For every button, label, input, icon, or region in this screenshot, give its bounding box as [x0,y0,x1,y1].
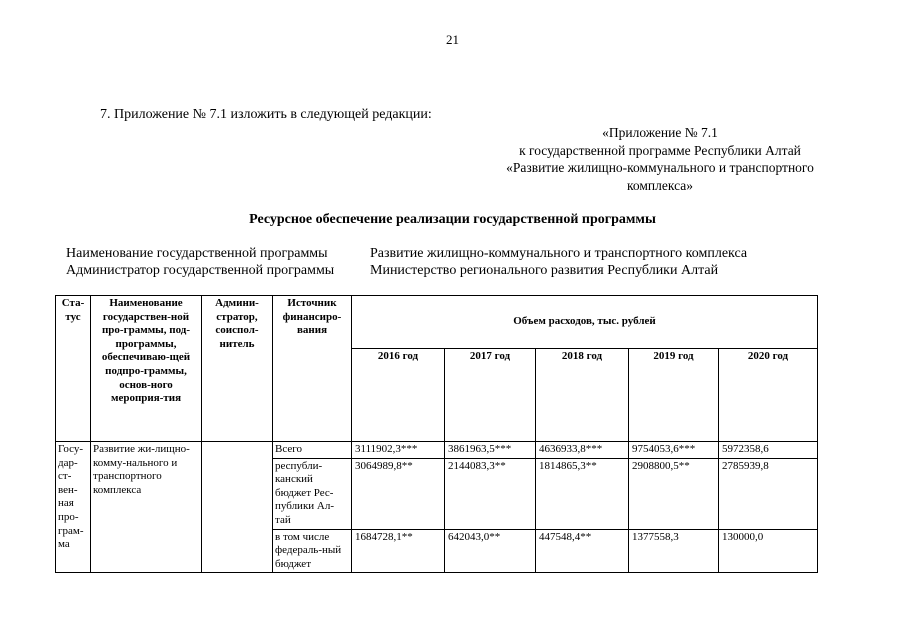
header-year: 2017 год [445,349,536,442]
header-year: 2016 год [352,349,445,442]
source-cell: в том числе федераль-ный бюджет [273,529,352,573]
program-admin-value: Министерство регионального развития Республики Алтай [370,263,719,278]
value-cell: 1377558,3 [629,529,719,573]
appendix-line-4: комплекса» [627,177,693,193]
header-year: 2018 год [536,349,629,442]
status-cell: Госу-дар-ст-вен-ная про-грам-ма [56,442,91,573]
value-cell: 4636933,8*** [536,442,629,459]
header-row-1 [56,296,818,349]
header-status: Ста-тус [56,296,91,442]
value-cell: 642043,0** [445,529,536,573]
source-cell: Всего [273,442,352,459]
program-name-cell: Развитие жи-лищно-комму-нального и транспортного комплекса [91,442,202,573]
value-cell: 3064989,8** [352,458,445,529]
document-title: Ресурсное обеспечение реализации государственной программы [249,212,656,227]
table-row [56,442,818,459]
appendix-line-1: «Приложение № 7.1 [602,125,718,140]
value-cell: 1814865,3** [536,458,629,529]
admin-cell [202,442,273,573]
page-number: 21 [446,32,459,47]
value-cell: 3861963,5*** [445,442,536,459]
resource-table [55,295,818,573]
header-name: Наименование государствен-ной про-граммы, под-программы, обеспечиваю-щей подпро-граммы, основ-ного мероприя-тия [91,296,202,442]
value-cell: 1684728,1** [352,529,445,573]
amendment-instruction: 7. Приложение № 7.1 изложить в следующей редакции: [100,107,432,122]
value-cell: 447548,4** [536,529,629,573]
source-cell: республи-канский бюджет Рес-публики Ал-тай [273,458,352,529]
header-volume: Объем расходов, тыс. рублей [352,296,818,349]
appendix-line-3: «Развитие жилищно-коммунального и транспортного [506,160,814,175]
header-year: 2019 год [629,349,719,442]
appendix-header [470,124,850,194]
appendix-line-2: к государственной программе Республики Алтай [519,142,801,158]
value-cell: 2908800,5** [629,458,719,529]
program-name-value: Развитие жилищно-коммунального и транспортного комплекса [370,246,748,261]
header-year: 2020 год [719,349,818,442]
value-cell: 5972358,6 [719,442,818,459]
value-cell: 9754053,6*** [629,442,719,459]
program-admin-label: Администратор государственной программы [66,263,335,278]
program-name-label: Наименование государственной программы [66,246,328,261]
value-cell: 2144083,3** [445,458,536,529]
header-admin: Админи-стратор, соиспол-нитель [202,296,273,442]
value-cell: 2785939,8 [719,458,818,529]
value-cell: 130000,0 [719,529,818,573]
header-source: Источник финансиро-вания [273,296,352,442]
value-cell: 3111902,3*** [352,442,445,459]
